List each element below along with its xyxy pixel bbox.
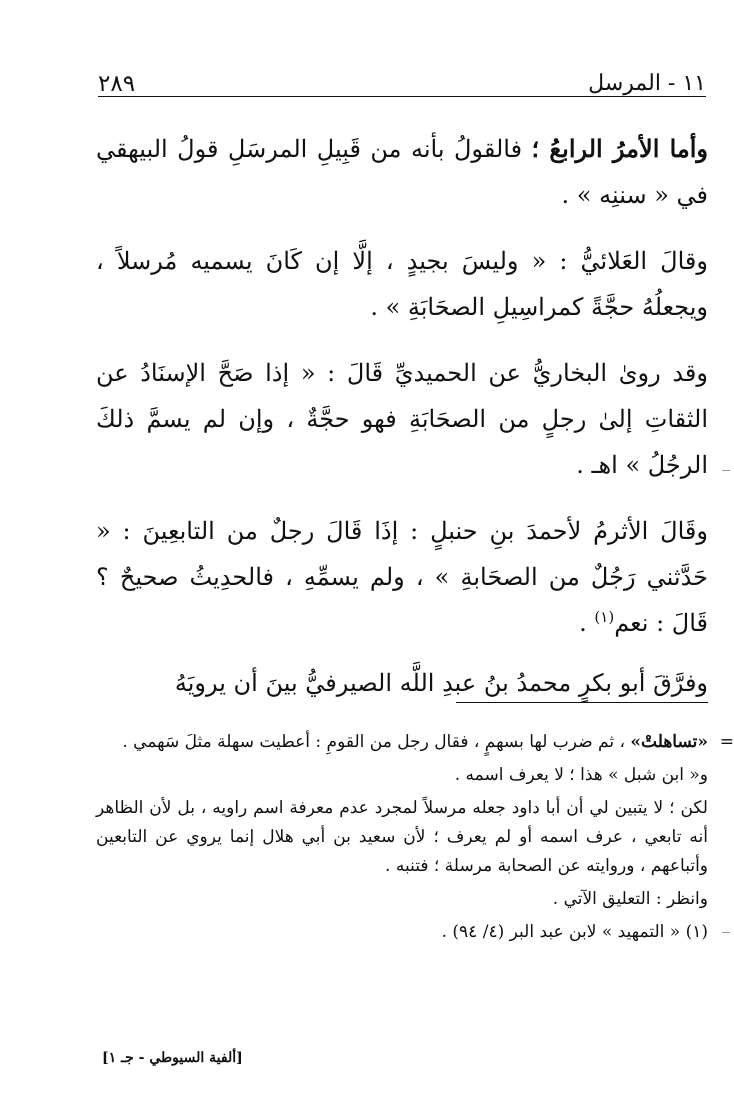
paragraph-fourth-matter [96,126,708,218]
binding-mark [722,470,730,471]
running-title: ١١ - المرسل [588,71,706,96]
header-divider [98,96,706,97]
main-text [96,122,708,706]
paragraph-heading: وأما الأمرُ الرابعُ ؛ [531,134,708,163]
footnotes [96,728,734,947]
continuation-marker: = [719,732,734,752]
page-header [98,62,706,98]
footnote-line: و« ابن شبل » هذا ؛ لا يعرف اسمه . [454,765,708,785]
footnote-quote: «تساهلتْ» [630,732,708,752]
footnote-reference[interactable]: (١) [594,608,615,626]
binding-mark [722,932,730,933]
footnote-text: ، ثم ضرب لها بسهمٍ ، فقال رجل من القومِ : أعطيت سهلة مثلَ سَهمي . [122,732,625,752]
footnote-divider [456,702,708,703]
footnote-continuation [96,728,734,757]
paragraph-text: فالقولُ بأنه من قَبِيلِ المرسَلِ قولُ البيهقي في « سننِه » . [96,135,708,209]
paragraph-sayrafi: وفرَّقَ أبو بكرٍ محمدُ بنُ عبدِ اللَّه الصيرفيُّ بينَ أن يرويَهُ [174,669,708,697]
page-number: ٢٨٩ [98,71,136,97]
paragraph-alalai: وقالَ العَلائيُّ : « وليسَ بجيدٍ ، إلَّا إن كَانَ يسميه مُرسلاً ، ويجعلُهُ حجَّةً كمراسِيلِ الصحَابَةِ » . [96,247,708,321]
footnote-line: لكن ؛ لا يتبين لي أن أبا داود جعله مرسلاً لمجرد عدم معرفة اسم راويه ، بل لأن الظاهر أنه تابعي ، عرف اسمه أو لم يعرف ؛ لأن سعيد بن أبي هلال إنما يروي عن التابعين وأتباعهم ، وروايته عن الصحابة مرسلة ؛ فتنبه . [96,798,708,876]
footnote-line: وانظر : التعليق الآتي . [552,889,708,909]
paragraph-athram [96,508,708,646]
paragraph-end: . [579,609,595,637]
footnote-1: (١) « التمهيد » لابن عبد البر (٤/ ٩٤) . [441,922,708,942]
paragraph-text: وقَالَ الأثرمُ لأحمدَ بنِ حنبلٍ : إذَا قَالَ رجلٌ من التابعِينَ : « حَدَّثني رَجُلٌ من الصحَابةِ » ، ولم يسمِّهِ ، فالحدِيثُ صحيحٌ ؟ قَالَ : نعم [96,517,708,637]
printer-signature: [ألفية السيوطي - جـ ١] [102,1050,243,1066]
paragraph-bukhari: وقد روىٰ البخاريُّ عن الحميديِّ قَالَ : « إذا صَحَّ الإسنَادُ عن الثقاتِ إلىٰ رجلٍ من الصحَابَةِ فهو حجَّةٌ ، وإن لم يسمَّ ذلكَ الرجُلُ » اهـ . [96,359,708,479]
